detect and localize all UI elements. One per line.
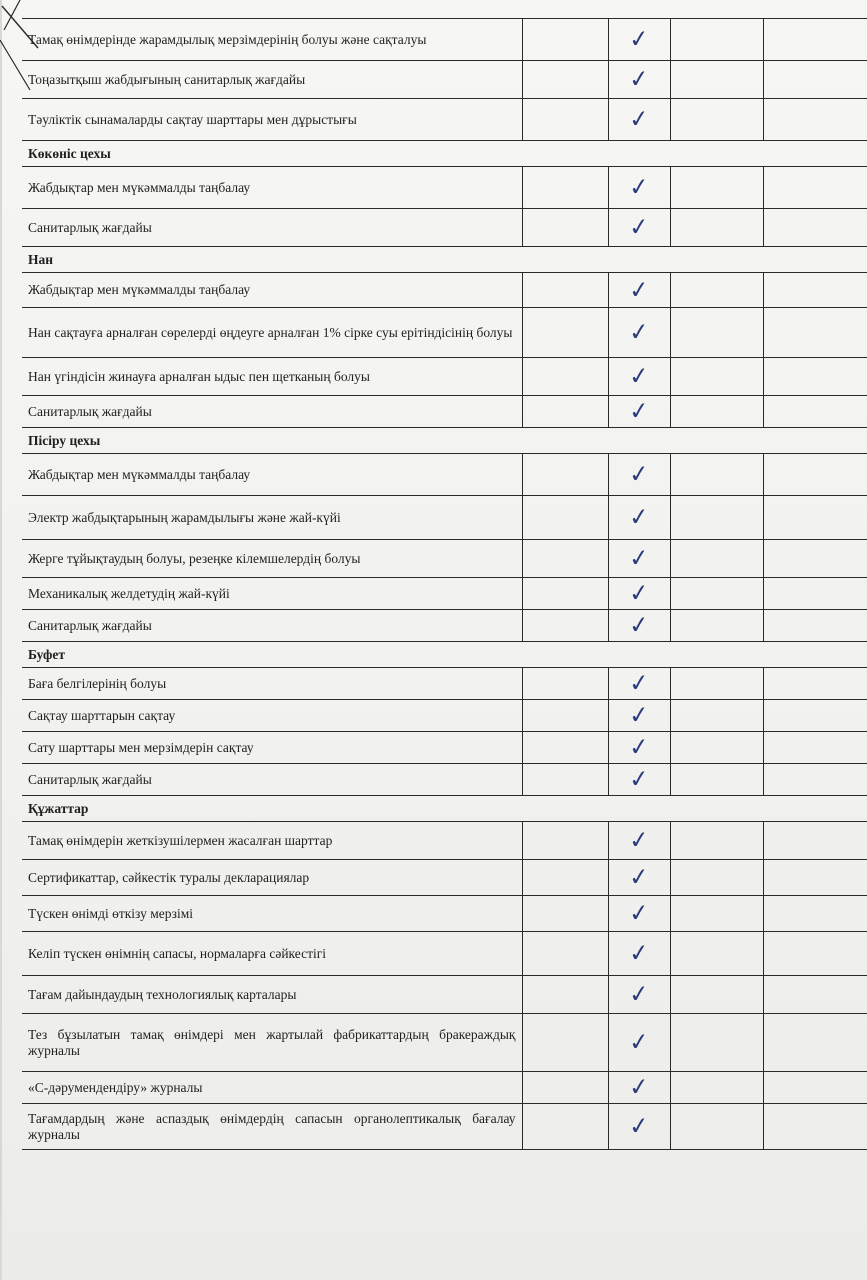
empty-cell: [670, 822, 763, 860]
checklist-row: [22, 1072, 867, 1104]
check-mark-icon: ✓: [627, 317, 651, 347]
mark-cell: [608, 822, 670, 860]
checklist-row: [22, 358, 867, 396]
mark-cell: [608, 1104, 670, 1150]
empty-cell: [763, 932, 867, 976]
empty-cell: [763, 860, 867, 896]
check-mark-icon: ✓: [627, 979, 651, 1009]
empty-cell: [763, 1014, 867, 1072]
mark-cell: [608, 932, 670, 976]
checklist-row: [22, 308, 867, 358]
empty-cell: [522, 99, 608, 141]
empty-cell: [522, 273, 608, 308]
check-mark-icon: ✓: [627, 274, 651, 305]
mark-cell: [608, 61, 670, 99]
requirement-text: Сату шарттары мен мерзімдерін сақтау: [22, 732, 522, 764]
check-mark-icon: ✓: [627, 502, 651, 532]
empty-cell: [763, 578, 867, 610]
empty-cell: [763, 896, 867, 932]
empty-cell: [522, 976, 608, 1014]
empty-cell: [522, 454, 608, 496]
empty-cell: [670, 732, 763, 764]
requirement-text: Электр жабдықтарының жарамдылығы және жай-күйі: [22, 496, 522, 540]
empty-cell: [522, 209, 608, 247]
checklist-row: [22, 167, 867, 209]
empty-cell: [670, 308, 763, 358]
empty-cell: [763, 61, 867, 99]
mark-cell: [608, 668, 670, 700]
requirement-text: Тез бұзылатын тамақ өнімдері мен жартылай фабрикаттардың бракераждық журналы: [22, 1014, 522, 1072]
checklist-row: [22, 860, 867, 896]
empty-cell: [670, 454, 763, 496]
empty-cell: [763, 454, 867, 496]
requirement-text: Санитарлық жағдайы: [22, 610, 522, 642]
mark-cell: [608, 358, 670, 396]
mark-cell: [608, 732, 670, 764]
empty-cell: [763, 496, 867, 540]
check-mark-icon: ✓: [627, 212, 651, 242]
check-mark-icon: ✓: [627, 543, 651, 573]
empty-cell: [763, 610, 867, 642]
section-title: Нан: [22, 247, 867, 273]
check-mark-icon: ✓: [627, 104, 651, 134]
empty-cell: [522, 764, 608, 796]
checklist-row: [22, 700, 867, 732]
empty-cell: [522, 1104, 608, 1150]
mark-cell: [608, 396, 670, 428]
check-mark-icon: ✓: [627, 172, 651, 202]
empty-cell: [670, 700, 763, 732]
check-mark-icon: ✓: [627, 1111, 651, 1141]
empty-cell: [763, 764, 867, 796]
check-mark-icon: ✓: [627, 64, 651, 94]
checklist-row: [22, 496, 867, 540]
empty-cell: [763, 732, 867, 764]
mark-cell: [608, 209, 670, 247]
empty-cell: [763, 976, 867, 1014]
check-mark-icon: ✓: [627, 610, 651, 640]
mark-cell: [608, 273, 670, 308]
requirement-text: Механикалық желдетудің жай-күйі: [22, 578, 522, 610]
requirement-text: «С-дәрумендендіру» журналы: [22, 1072, 522, 1104]
empty-cell: [522, 540, 608, 578]
section-header-row: [22, 428, 867, 454]
empty-cell: [763, 273, 867, 308]
check-mark-icon: ✓: [627, 24, 651, 54]
check-mark-icon: ✓: [627, 459, 651, 489]
mark-cell: [608, 860, 670, 896]
section-header-row: [22, 642, 867, 668]
empty-cell: [670, 396, 763, 428]
empty-cell: [522, 496, 608, 540]
checklist-row: [22, 540, 867, 578]
section-title: Көкөніс цехы: [22, 141, 867, 167]
requirement-text: Санитарлық жағдайы: [22, 396, 522, 428]
mark-cell: [608, 99, 670, 141]
checklist-row: [22, 578, 867, 610]
empty-cell: [522, 732, 608, 764]
check-mark-icon: ✓: [627, 700, 651, 730]
section-title: Буфет: [22, 642, 867, 668]
section-header-row: [22, 796, 867, 822]
checklist-row: [22, 1014, 867, 1072]
empty-cell: [763, 700, 867, 732]
section-header-row: [22, 141, 867, 167]
empty-cell: [763, 1104, 867, 1150]
empty-cell: [763, 1072, 867, 1104]
requirement-text: Баға белгілерінің болуы: [22, 668, 522, 700]
empty-cell: [522, 1072, 608, 1104]
section-title: Пісіру цехы: [22, 428, 867, 454]
empty-cell: [522, 19, 608, 61]
empty-cell: [763, 209, 867, 247]
empty-cell: [763, 167, 867, 209]
empty-cell: [522, 610, 608, 642]
requirement-text: Нан сақтауға арналған сөрелерді өңдеуге арналған 1% сірке суы ерітіндісінің болуы: [22, 308, 522, 358]
empty-cell: [670, 932, 763, 976]
requirement-text: Тамақ өнімдерінде жарамдылық мерзімдерінің болуы және сақталуы: [22, 19, 522, 61]
check-mark-icon: ✓: [627, 361, 651, 391]
mark-cell: [608, 454, 670, 496]
checklist-row: [22, 764, 867, 796]
empty-cell: [522, 1014, 608, 1072]
empty-cell: [522, 700, 608, 732]
check-mark-icon: ✓: [627, 1027, 651, 1057]
check-mark-icon: ✓: [627, 396, 651, 426]
section-header-row: [22, 247, 867, 273]
requirement-text: Санитарлық жағдайы: [22, 209, 522, 247]
requirement-text: Келіп түскен өнімнің сапасы, нормаларға сәйкестігі: [22, 932, 522, 976]
empty-cell: [670, 496, 763, 540]
check-mark-icon: ✓: [627, 825, 651, 855]
empty-cell: [670, 167, 763, 209]
section-title: Құжаттар: [22, 796, 867, 822]
check-mark-icon: ✓: [627, 578, 651, 608]
mark-cell: [608, 1072, 670, 1104]
checklist-row: [22, 896, 867, 932]
empty-cell: [522, 822, 608, 860]
check-mark-icon: ✓: [627, 898, 651, 928]
requirement-text: Тағам дайындаудың технологиялық карталары: [22, 976, 522, 1014]
empty-cell: [670, 578, 763, 610]
empty-cell: [763, 358, 867, 396]
empty-cell: [522, 358, 608, 396]
mark-cell: [608, 764, 670, 796]
requirement-text: Тәуліктік сынамаларды сақтау шарттары мен дұрыстығы: [22, 99, 522, 141]
empty-cell: [670, 209, 763, 247]
empty-cell: [763, 668, 867, 700]
mark-cell: [608, 496, 670, 540]
requirement-text: Нан үгіндісін жинауға арналған ыдыс пен щетканың болуы: [22, 358, 522, 396]
check-mark-icon: ✓: [627, 668, 651, 698]
empty-cell: [763, 19, 867, 61]
empty-cell: [670, 976, 763, 1014]
empty-cell: [763, 396, 867, 428]
checklist-row: [22, 99, 867, 141]
mark-cell: [608, 540, 670, 578]
empty-cell: [522, 896, 608, 932]
mark-cell: [608, 610, 670, 642]
empty-cell: [763, 540, 867, 578]
checklist-row: [22, 396, 867, 428]
check-mark-icon: ✓: [627, 1072, 651, 1102]
requirement-text: Тағамдардың және аспаздық өнімдердің сапасын органолептикалық бағалау журналы: [22, 1104, 522, 1150]
checklist-row: [22, 932, 867, 976]
empty-cell: [670, 668, 763, 700]
empty-cell: [670, 540, 763, 578]
empty-cell: [670, 764, 763, 796]
mark-cell: [608, 578, 670, 610]
empty-cell: [670, 99, 763, 141]
check-mark-icon: ✓: [627, 938, 651, 968]
checklist-row: [22, 454, 867, 496]
empty-cell: [763, 308, 867, 358]
mark-cell: [608, 308, 670, 358]
checklist-row: [22, 273, 867, 308]
requirement-text: Жабдықтар мен мүкәммалды таңбалау: [22, 273, 522, 308]
checklist-row: [22, 61, 867, 99]
checklist-row: [22, 668, 867, 700]
check-mark-icon: ✓: [627, 862, 651, 892]
requirement-text: Тамақ өнімдерін жеткізушілермен жасалған шарттар: [22, 822, 522, 860]
empty-cell: [763, 822, 867, 860]
empty-cell: [522, 167, 608, 209]
empty-cell: [763, 99, 867, 141]
page-edge: [0, 0, 2, 1280]
requirement-text: Жабдықтар мен мүкәммалды таңбалау: [22, 454, 522, 496]
checklist-row: [22, 822, 867, 860]
inspection-checklist-table: [22, 18, 867, 1150]
empty-cell: [522, 61, 608, 99]
mark-cell: [608, 896, 670, 932]
mark-cell: [608, 1014, 670, 1072]
empty-cell: [670, 61, 763, 99]
empty-cell: [522, 396, 608, 428]
checklist-row: [22, 19, 867, 61]
mark-cell: [608, 976, 670, 1014]
empty-cell: [522, 668, 608, 700]
check-mark-icon: ✓: [627, 732, 651, 762]
checklist-row: [22, 976, 867, 1014]
empty-cell: [522, 932, 608, 976]
mark-cell: [608, 19, 670, 61]
empty-cell: [522, 578, 608, 610]
empty-cell: [670, 1104, 763, 1150]
empty-cell: [670, 896, 763, 932]
empty-cell: [522, 860, 608, 896]
check-mark-icon: ✓: [627, 764, 651, 794]
empty-cell: [670, 1014, 763, 1072]
checklist-row: [22, 1104, 867, 1150]
requirement-text: Санитарлық жағдайы: [22, 764, 522, 796]
requirement-text: Түскен өнімді өткізу мерзімі: [22, 896, 522, 932]
checklist-row: [22, 610, 867, 642]
requirement-text: Жерге тұйықтаудың болуы, резеңке кілемшелердің болуы: [22, 540, 522, 578]
mark-cell: [608, 167, 670, 209]
empty-cell: [670, 1072, 763, 1104]
empty-cell: [670, 273, 763, 308]
empty-cell: [670, 860, 763, 896]
requirement-text: Сақтау шарттарын сақтау: [22, 700, 522, 732]
checklist-row: [22, 732, 867, 764]
requirement-text: Жабдықтар мен мүкәммалды таңбалау: [22, 167, 522, 209]
empty-cell: [670, 19, 763, 61]
empty-cell: [670, 358, 763, 396]
requirement-text: Тоңазытқыш жабдығының санитарлық жағдайы: [22, 61, 522, 99]
empty-cell: [522, 308, 608, 358]
mark-cell: [608, 700, 670, 732]
checklist-row: [22, 209, 867, 247]
requirement-text: Сертификаттар, сәйкестік туралы декларациялар: [22, 860, 522, 896]
empty-cell: [670, 610, 763, 642]
